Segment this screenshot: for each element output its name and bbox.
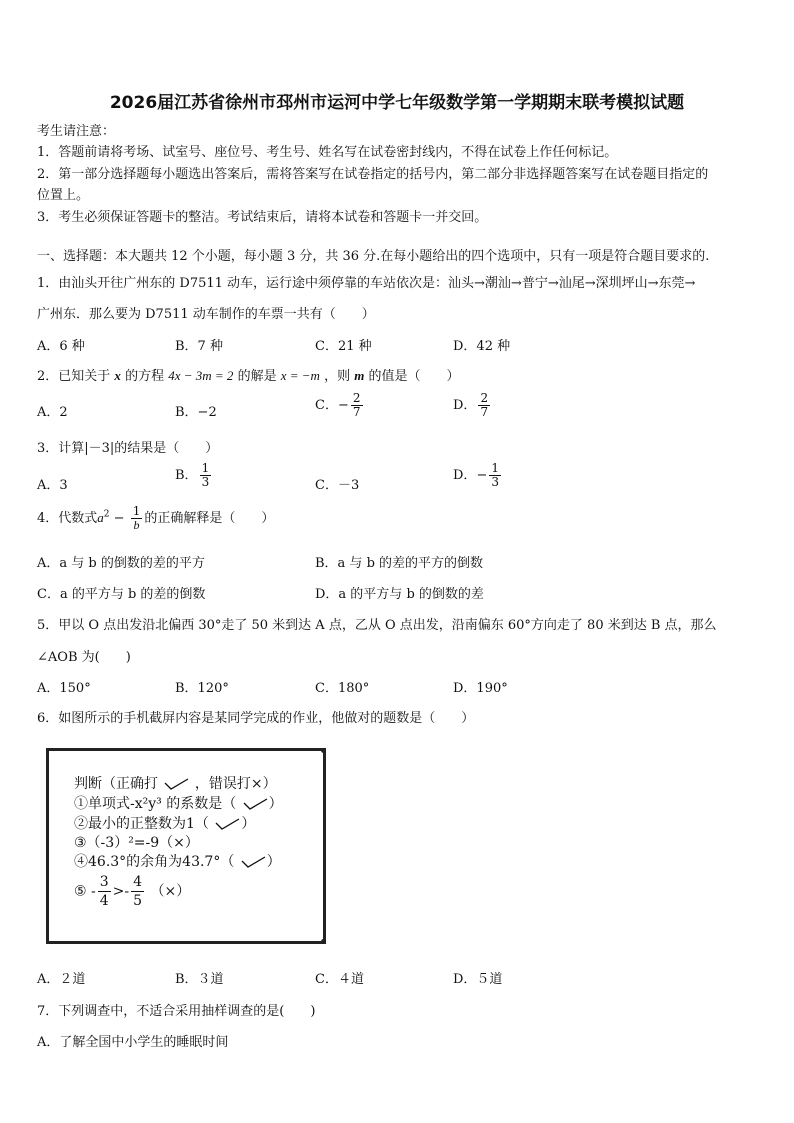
fraction-denominator: 3 bbox=[201, 475, 210, 489]
screenshot-heading bbox=[74, 773, 277, 793]
screenshot-item-5-mid: >- bbox=[112, 883, 130, 900]
checkmark-icon bbox=[241, 798, 269, 810]
q4-expr-a: a bbox=[97, 510, 104, 525]
q2-equation: 4x − 3m = 2 bbox=[168, 368, 234, 383]
section-heading: 一、选择题：本大题共 12 个小题，每小题 3 分，共 36 分.在每小题给出的四个选项中，只有一项是符合题目要求的. bbox=[37, 249, 710, 264]
q1-option-a[interactable]: A．6 种 bbox=[37, 339, 85, 354]
q2-mid3: ，则 bbox=[324, 369, 351, 384]
screenshot-item-2-text: ②最小的正整数为1（ bbox=[74, 816, 209, 832]
fraction-numerator: 2 bbox=[480, 391, 489, 405]
question-1-line-2: 广州东．那么要为 D7511 动车制作的车票一共有（ ） bbox=[37, 307, 375, 322]
screenshot-item-4 bbox=[74, 851, 281, 871]
q1-option-d[interactable]: D．42 种 bbox=[453, 339, 511, 354]
q3-option-b-label: B． bbox=[175, 468, 198, 483]
question-5-line-2: ∠AOB 为( ) bbox=[37, 650, 131, 665]
q4-fraction bbox=[131, 505, 143, 532]
q5-option-b[interactable]: B．120° bbox=[175, 681, 229, 696]
q2-var-m: m bbox=[354, 368, 365, 383]
q2-option-a[interactable]: A．2 bbox=[37, 405, 68, 420]
screenshot-item-4-text: ④46.3°的余角为43.7°（ bbox=[74, 854, 235, 870]
screenshot-item-5 bbox=[74, 873, 190, 910]
screenshot-item-4-close: ） bbox=[266, 854, 281, 870]
fraction-numerator: 1 bbox=[201, 461, 210, 475]
screenshot-fraction-2 bbox=[131, 873, 144, 910]
q2-option-d-label: D． bbox=[453, 398, 477, 413]
fraction-denominator: 3 bbox=[491, 475, 499, 489]
notice-item-1: 1．答题前请将考场、试室号、座位号、考生号、姓名写在试卷密封线内，不得在试卷上作任何标记。 bbox=[37, 145, 618, 160]
q2-pre: 2．已知关于 bbox=[37, 369, 111, 384]
screenshot-item-5-pre: ⑤ - bbox=[74, 883, 96, 900]
q4-option-b[interactable]: B．a 与 b 的差的平方的倒数 bbox=[315, 556, 484, 571]
q2-mid1: 的方程 bbox=[125, 369, 165, 384]
screenshot-item-1-text: ①单项式-x²y³ 的系数是（ bbox=[74, 796, 237, 812]
q4-option-d[interactable]: D．a 的平方与 b 的倒数的差 bbox=[315, 587, 484, 602]
q2-var-x: x bbox=[114, 368, 121, 383]
screenshot-item-2-close: ） bbox=[241, 816, 256, 832]
q3-option-d-sign: − bbox=[476, 468, 488, 483]
screenshot-heading-pre: 判断（正确打 bbox=[74, 776, 158, 792]
q3-option-a[interactable]: A．3 bbox=[37, 478, 68, 493]
q2-post: 的值是（ ） bbox=[368, 369, 460, 384]
q6-option-d[interactable]: D．５道 bbox=[453, 972, 503, 987]
fraction-denominator: 4 bbox=[99, 893, 109, 909]
q5-option-d[interactable]: D．190° bbox=[453, 681, 508, 696]
corner-dot bbox=[321, 748, 326, 753]
fraction-denominator: 5 bbox=[133, 893, 143, 909]
q2-solution: x = −m bbox=[280, 368, 320, 383]
q6-option-a[interactable]: A．２道 bbox=[37, 972, 86, 987]
q2-option-d-fraction bbox=[478, 392, 490, 419]
screenshot-fraction-1 bbox=[98, 873, 111, 910]
question-7: 7．下列调查中，不适合采用抽样调查的是( ) bbox=[37, 1004, 316, 1019]
q2-option-c[interactable] bbox=[315, 392, 365, 419]
notice-item-2: 2．第一部分选择题每小题选出答案后，需将答案写在试卷指定的括号内，第二部分非选择题答案写在试卷题目指定的 bbox=[37, 167, 709, 182]
q2-mid2: 的解是 bbox=[237, 369, 277, 384]
question-3: 3．计算|－3|的结果是（ ） bbox=[37, 441, 219, 456]
q3-option-d-label: D． bbox=[453, 468, 477, 483]
q2-option-c-label: C． bbox=[315, 398, 338, 413]
screenshot-heading-post: ，错误打×） bbox=[194, 776, 277, 792]
screenshot-item-2 bbox=[74, 813, 255, 833]
q7-option-a[interactable]: A．了解全国中小学生的睡眠时间 bbox=[37, 1035, 229, 1050]
q3-option-b[interactable] bbox=[175, 462, 213, 489]
checkmark-icon bbox=[162, 778, 190, 790]
question-4 bbox=[37, 505, 274, 532]
q6-option-c[interactable]: C．４道 bbox=[315, 972, 364, 987]
screenshot-item-5-post: （×） bbox=[150, 883, 191, 900]
q3-option-d-fraction bbox=[489, 462, 501, 489]
notice-heading: 考生请注意： bbox=[37, 124, 116, 139]
q4-pre: 4．代数式 bbox=[37, 511, 98, 526]
fraction-numerator: 2 bbox=[352, 391, 361, 405]
fraction-numerator: 4 bbox=[133, 874, 143, 890]
question-6: 6．如图所示的手机截屏内容是某同学完成的作业，他做对的题数是（ ） bbox=[37, 711, 475, 726]
q2-option-b[interactable]: B．−2 bbox=[175, 405, 217, 420]
fraction-numerator: 1 bbox=[491, 461, 499, 475]
q1-option-c[interactable]: C．21 种 bbox=[315, 339, 372, 354]
question-1-line-1: 1．由汕头开往广州东的 D7511 动车，运行途中须停靠的车站依次是：汕头→潮汕→普宁→汕尾→深圳坪山→东莞→ bbox=[37, 276, 696, 291]
screenshot-item-1-close: ） bbox=[268, 796, 283, 812]
question-2 bbox=[37, 365, 460, 384]
notice-item-2-cont: 位置上。 bbox=[37, 188, 90, 203]
q3-option-b-fraction bbox=[200, 462, 212, 489]
q1-option-b[interactable]: B．7 种 bbox=[175, 339, 223, 354]
fraction-numerator: 3 bbox=[99, 874, 109, 890]
phone-screenshot-figure bbox=[46, 748, 326, 944]
screenshot-item-3: ③（-3）²=-9（×） bbox=[74, 835, 199, 851]
q2-option-c-sign: − bbox=[337, 398, 349, 413]
screenshot-item-1 bbox=[74, 793, 283, 813]
fraction-denominator: 7 bbox=[480, 405, 489, 419]
q4-post: 的正确解释是（ ） bbox=[144, 511, 275, 526]
q3-option-d[interactable] bbox=[453, 462, 503, 489]
q5-option-c[interactable]: C．180° bbox=[315, 681, 370, 696]
q5-option-a[interactable]: A．150° bbox=[37, 681, 91, 696]
q4-option-a[interactable]: A．a 与 b 的倒数的差的平方 bbox=[37, 556, 205, 571]
q3-option-c[interactable]: C．－3 bbox=[315, 478, 360, 493]
q4-expr-exponent: 2 bbox=[103, 509, 110, 520]
notice-item-3: 3．考生必须保证答题卡的整洁。考试结束后，请将本试卷和答题卡一并交回。 bbox=[37, 210, 488, 225]
corner-dot bbox=[321, 939, 326, 944]
question-5-line-1: 5．甲以 O 点出发沿北偏西 30°走了 50 米到达 A 点，乙从 O 点出发，沿南偏东 60°方向走了 80 米到达 B 点，那么 bbox=[37, 618, 717, 633]
fraction-numerator: 1 bbox=[132, 504, 141, 518]
q6-option-b[interactable]: B．３道 bbox=[175, 972, 224, 987]
q4-expr-minus: − bbox=[113, 511, 125, 526]
fraction-denominator: 7 bbox=[352, 405, 361, 419]
fraction-denominator: b bbox=[133, 518, 140, 532]
exam-title: 2026届江苏省徐州市邳州市运河中学七年级数学第一学期期末联考模拟试题 bbox=[109, 93, 685, 113]
checkmark-icon bbox=[239, 856, 267, 868]
q2-option-c-fraction bbox=[351, 392, 363, 419]
q4-option-c[interactable]: C．a 的平方与 b 的差的倒数 bbox=[37, 587, 206, 602]
checkmark-icon bbox=[213, 818, 241, 830]
q2-option-d[interactable] bbox=[453, 392, 492, 419]
